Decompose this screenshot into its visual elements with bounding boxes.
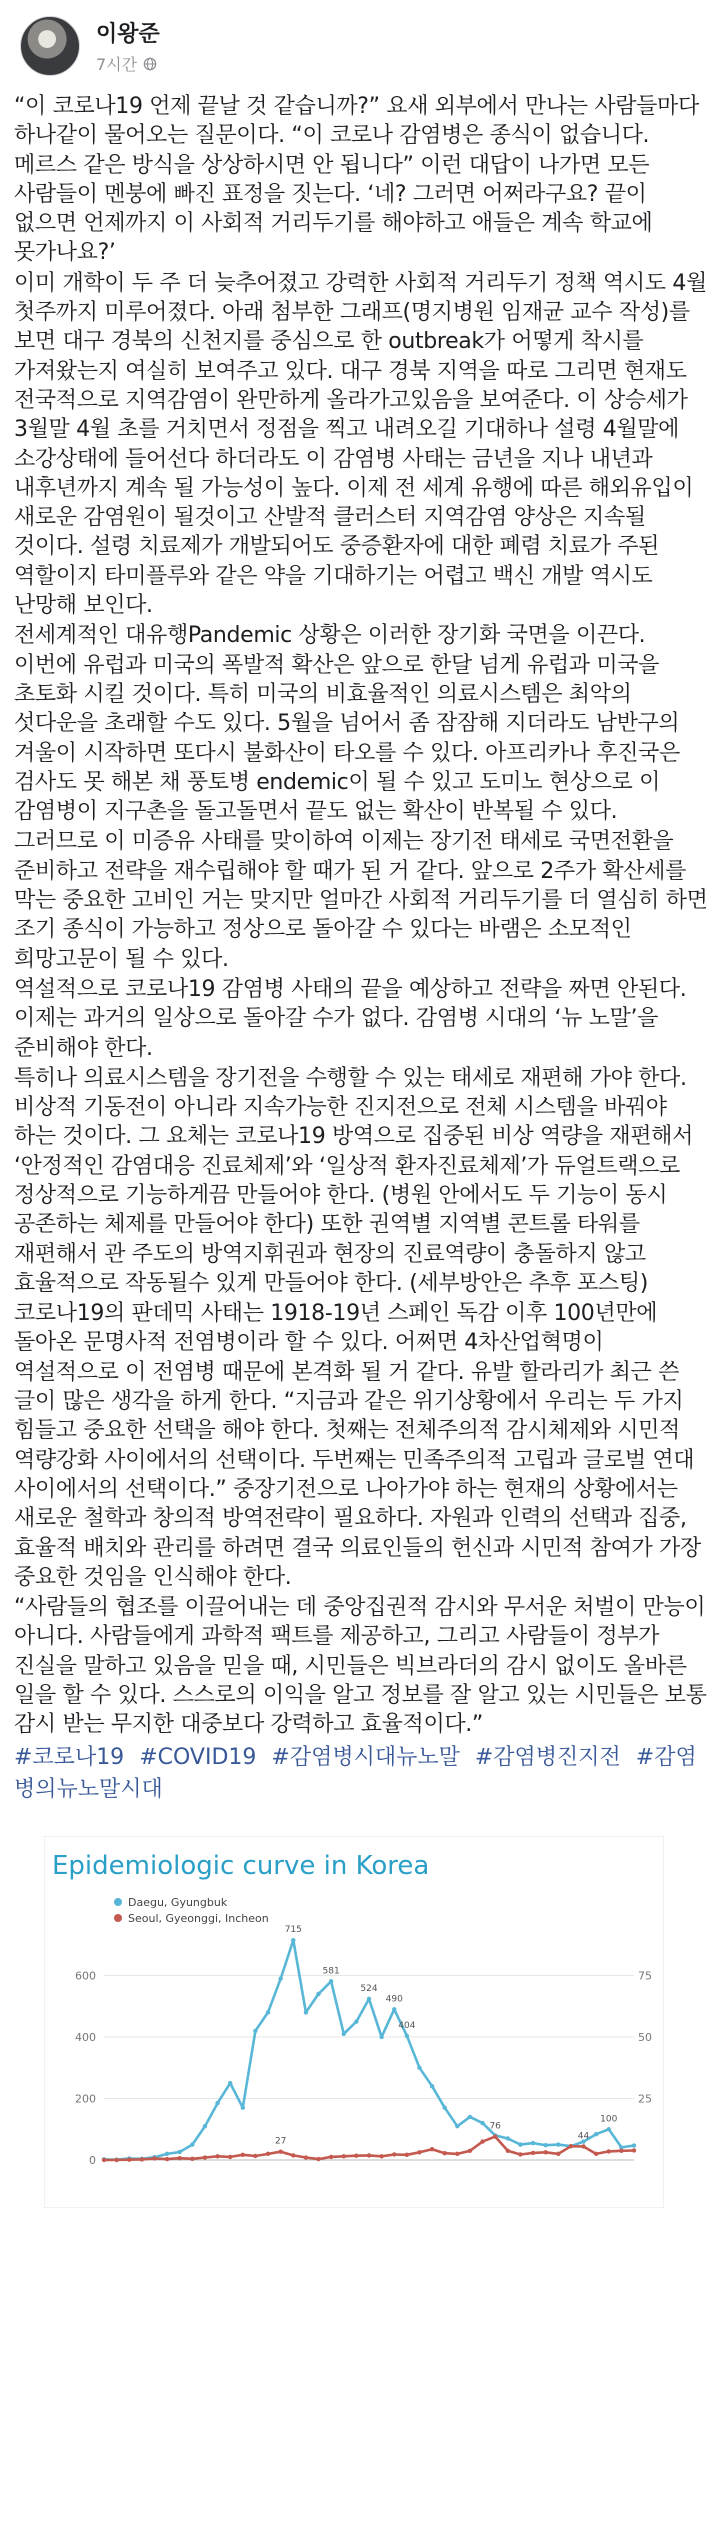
- data-label: 76: [489, 2121, 501, 2132]
- data-point: [127, 2157, 131, 2161]
- post-paragraph: 그러므로 이 미증유 사태를 맞이하여 이제는 장기전 태세로 국면전환을 준비하고 전략을 재수립해야 할 때가 된 거 같다. 앞으로 2주가 확산세를 막는 중요한 고비인 거는 맞지만 얼마간 사회적 거리두기를 더 열심히 하면 조기 종식이 가능하고 정상으로 돌아갈 수 있다는 바램은 소모적인 희망고문이 될 수 있다.: [14, 829, 708, 972]
- data-point: [215, 2154, 219, 2158]
- author-name[interactable]: 이왕준: [96, 22, 160, 47]
- hashtag-link[interactable]: #COVID19: [139, 1744, 257, 1770]
- post-header: [0, 0, 720, 92]
- globe-icon: [143, 57, 157, 71]
- data-point: [417, 2065, 421, 2069]
- data-point: [190, 2156, 194, 2160]
- data-point: [203, 2155, 207, 2159]
- hashtag-list: [14, 1742, 708, 1806]
- data-point: [140, 2157, 144, 2161]
- data-point: [455, 2124, 459, 2128]
- data-point: [165, 2157, 169, 2161]
- data-point: [430, 2084, 434, 2088]
- data-point: [480, 2121, 484, 2125]
- post-paragraph: 특히나 의료시스템을 장기전을 수행할 수 있는 태세로 재편해 가야 한다. 비상적 기동전이 아니라 지속가능한 진지전으로 전체 시스템을 바꿔야 하는 것이다. 그 요체는 코로나19 방역으로 집중된 비상 역량을 재편해서 ‘안정적인 감염대응 진료체제’와 ‘일상적 환자진료체제’가 듀얼트랙으로 정상적으로 기능하게끔 만들어야 한다. (병원 안에서도 두 기능이 동시 공존하는 체제를 만들어야 한다) 또한 권역별 지역별 콘트롤 타워를 재편해서 관 주도의 방역지휘권과 현장의 진료역량이 충돌하지 않고 효율적으로 작동될수 있게 만들어야 한다. (세부방안은 추후 포스팅): [14, 1065, 693, 1296]
- data-point: [178, 2156, 182, 2160]
- post-meta: [96, 52, 160, 75]
- data-point: [190, 2142, 194, 2146]
- data-point: [581, 2144, 585, 2148]
- data-point: [556, 2142, 560, 2146]
- data-point: [468, 2114, 472, 2118]
- post-paragraph: 코로나19의 판데믹 사태는 1918-19년 스페인 독감 이후 100년만에 돌아온 문명사적 전염병이라 할 수 있다. 어쩌면 4차산업혁명이 역설적으로 이 전염병 때문에 본격화 될 거 같다. 유발 할라리가 최근 쓴 글이 많은 생각을 하게 한다. “지금과 같은 위기상황에서 우리는 두 가지 힘들고 중요한 선택을 해야 한다. 첫째는 전체주의적 감시체제와 시민적 역량강화 사이에서의 선택이다. 두번째는 민족주의적 고립과 글로벌 연대 사이에서의 선택이다.” 중장기전으로 나아가야 하는 현재의 상황에서는 새로운 철학과 창의적 방역전략이 필요하다. 자원과 인력의 선택과 집중, 효율적 배치와 관리를 하려면 결국 의료인들의 헌신과 시민적 참여가 가장 중요한 것임을 인식해야 한다.: [14, 1301, 701, 1590]
- data-point: [632, 2143, 636, 2147]
- author-avatar[interactable]: [20, 16, 80, 76]
- data-point: [556, 2151, 560, 2155]
- data-point: [291, 1938, 295, 1942]
- data-point: [266, 2010, 270, 2014]
- post-paragraph: “이 코로나19 언제 끝날 것 같습니까?” 요새 외부에서 만나는 사람들마다 하나같이 물어오는 질문이다. “이 코로나 감염병은 종식이 없습니다. 메르스 같은 방식을 상상하시면 안 됩니다” 이런 대답이 나가면 모든 사람들이 멘붕에 빠진 표정을 짓는다. ‘네? 그러면 어쩌라구요? 끝이 없으면 언제까지 이 사회적 거리두기를 해야하고 애들은 계속 학교에 못가나요?’: [14, 94, 699, 266]
- data-point: [443, 2105, 447, 2109]
- data-point: [304, 2010, 308, 2014]
- data-point: [506, 2148, 510, 2152]
- data-point: [392, 2152, 396, 2156]
- data-point: [316, 1991, 320, 1995]
- data-point: [518, 2152, 522, 2156]
- data-point: [506, 2136, 510, 2140]
- data-point: [405, 2033, 409, 2037]
- secondary-y-tick-label: 75: [638, 1969, 652, 1983]
- hashtag-link[interactable]: #감염병의뉴노말시대: [14, 1744, 697, 1802]
- data-point: [354, 2153, 358, 2157]
- legend-label: Seoul, Gyeonggi, Incheon: [128, 1911, 269, 1925]
- data-point: [114, 2157, 118, 2161]
- data-point: [531, 2141, 535, 2145]
- data-point: [304, 2155, 308, 2159]
- data-label: 715: [284, 1924, 302, 1935]
- post-paragraph: “사람들의 협조를 이끌어내는 데 중앙집권적 감시와 무서운 처벌이 만능이 아니다. 사람들에게 과학적 팩트를 제공하고, 그리고 사람들이 정부가 진실을 말하고 있음을 믿을 때, 시민들은 빅브라더의 감시 없이도 올바른 일을 할 수 있다. 스스로의 이익을 알고 정보를 잘 알고 있는 시민들은 보통 감시 받는 무지한 대중보다 강력하고 효율적이다.”: [14, 1595, 707, 1738]
- data-point: [152, 2156, 156, 2160]
- data-label: 490: [385, 1993, 403, 2004]
- epidemic-curve-chart: [44, 1836, 664, 2208]
- data-point: [468, 2148, 472, 2152]
- y-tick-label: 200: [75, 2092, 96, 2106]
- data-point: [594, 2132, 598, 2136]
- data-point: [632, 2148, 636, 2152]
- secondary-y-tick-label: 50: [638, 2030, 652, 2044]
- data-label: 581: [322, 1965, 340, 1976]
- data-point: [443, 2151, 447, 2155]
- data-point: [291, 2153, 295, 2157]
- data-point: [102, 2157, 106, 2161]
- data-point: [405, 2152, 409, 2156]
- secondary-y-tick-label: 25: [638, 2092, 652, 2106]
- data-point: [619, 2148, 623, 2152]
- data-point: [178, 2149, 182, 2153]
- data-point: [354, 2019, 358, 2023]
- data-point: [430, 2147, 434, 2151]
- data-point: [392, 2007, 396, 2011]
- chart-background: [44, 1836, 664, 2208]
- data-point: [367, 1996, 371, 2000]
- data-point: [569, 2144, 573, 2148]
- data-point: [241, 2152, 245, 2156]
- data-point: [278, 2149, 282, 2153]
- data-point: [417, 2150, 421, 2154]
- data-point: [518, 2142, 522, 2146]
- data-point: [228, 2081, 232, 2085]
- data-point: [342, 2031, 346, 2035]
- data-point: [266, 2151, 270, 2155]
- data-point: [607, 2127, 611, 2131]
- post-paragraph: 이미 개학이 두 주 더 늦추어졌고 강력한 사회적 거리두기 정책 역시도 4월 첫주까지 미루어졌다. 아래 첨부한 그래프(명지병원 임재균 교수 작성)를 보면 대구 경북의 신천지를 중심으로 한 outbreak가 어떻게 착시를 가져왔는지 여실히 보여주고 있다. 대구 경북 지역을 따로 그리면 현재도 전국적으로 지역감염이 완만하게 올라가고있음을 보여준다. 이 상승세가 3월말 4월 초를 거치면서 정점을 찍고 내려오길 기대하나 설령 4월말에 소강상태에 들어선다 하더라도 이 감염병 사태는 금년을 지나 내년과 내후년까지 계속 될 가능성이 높다. 이제 전 세계 유행에 따른 해외유입이 새로운 감염원이 될것이고 산발적 클러스터 지역감염 양상은 지속될 것이다. 설령 치료제가 개발되어도 중증환자에 대한 폐렴 치료가 주된 역할이지 타미플루와 같은 약을 기대하기는 어렵고 백신 개발 역시도 난망해 보인다.: [14, 270, 707, 619]
- data-label: 404: [398, 2020, 416, 2031]
- epidemic-chart-image[interactable]: [44, 1836, 664, 2208]
- data-point: [165, 2151, 169, 2155]
- data-label: 44: [577, 2131, 590, 2142]
- data-point: [531, 2150, 535, 2154]
- post-paragraph: 역설적으로 코로나19 감염병 사태의 끝을 예상하고 전략을 짜면 안된다. 이제는 과거의 일상으로 돌아갈 수가 없다. 감염병 시대의 ‘뉴 노말’을 준비해야 한다.: [14, 976, 687, 1061]
- data-point: [342, 2154, 346, 2158]
- data-point: [316, 2157, 320, 2161]
- author-info: [96, 17, 160, 75]
- data-point: [455, 2151, 459, 2155]
- data-point: [379, 2154, 383, 2158]
- data-point: [241, 2105, 245, 2109]
- data-point: [253, 2153, 257, 2157]
- data-point: [367, 2153, 371, 2157]
- data-point: [329, 2154, 333, 2158]
- chart-title: Epidemiologic curve in Korea: [52, 1850, 430, 1881]
- data-point: [543, 2150, 547, 2154]
- data-point: [215, 2101, 219, 2105]
- post-body: [0, 92, 720, 2208]
- hashtag-link[interactable]: #코로나19: [14, 1744, 125, 1770]
- y-tick-label: 600: [75, 1969, 96, 1983]
- data-label: 27: [274, 2136, 287, 2147]
- data-point: [278, 1976, 282, 1980]
- hashtag-link[interactable]: #감염병진지전: [474, 1744, 621, 1770]
- data-point: [253, 2028, 257, 2032]
- data-point: [543, 2143, 547, 2147]
- legend-marker: [114, 1898, 122, 1906]
- hashtag-link[interactable]: #감염병시대뉴노말: [271, 1744, 460, 1770]
- data-label: 100: [600, 2113, 618, 2124]
- data-point: [607, 2149, 611, 2153]
- data-point: [329, 1979, 333, 1983]
- y-tick-label: 0: [89, 2153, 96, 2167]
- data-point: [493, 2134, 497, 2138]
- post-time[interactable]: 7시간: [96, 55, 138, 74]
- y-tick-label: 400: [75, 2030, 96, 2044]
- data-point: [480, 2139, 484, 2143]
- data-point: [594, 2151, 598, 2155]
- data-label: 524: [360, 1983, 378, 1994]
- post-paragraph: 전세계적인 대유행Pandemic 상황은 이러한 장기화 국면을 이끈다. 이번에 유럽과 미국의 폭발적 확산은 앞으로 한달 넘게 유럽과 미국을 초토화 시킬 것이다. 특히 미국의 비효율적인 의료시스템은 최악의 섯다운을 초래할 수도 있다. 5월을 넘어서 좀 잠잠해 지더라도 남반구의 겨울이 시작하면 또다시 불화산이 타오를 수 있다. 아프리카나 후진국은 검사도 못 해본 채 풍토병 endemic이 될 수 있고 도미노 현상으로 이 감염병이 지구촌을 돌고돌면서 끝도 없는 확산이 반복될 수 있다.: [14, 623, 680, 825]
- legend-label: Daegu, Gyungbuk: [128, 1895, 228, 1909]
- data-point: [228, 2154, 232, 2158]
- data-point: [203, 2124, 207, 2128]
- legend-marker: [114, 1914, 122, 1922]
- data-point: [379, 2034, 383, 2038]
